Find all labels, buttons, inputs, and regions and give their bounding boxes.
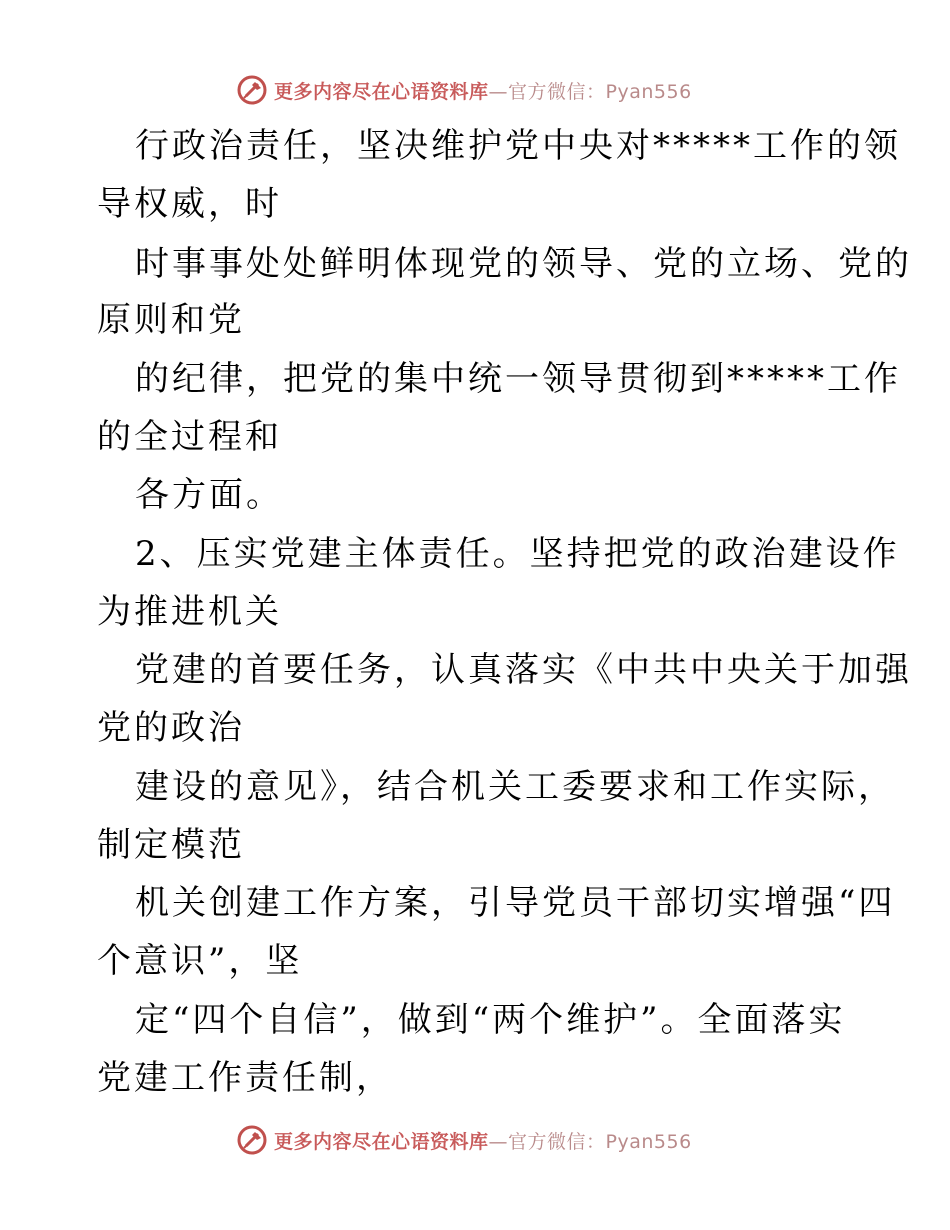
footer-contact-text: —官方微信：Pyan556 [488, 1130, 692, 1153]
body-line: 为推进机关 [97, 592, 282, 632]
body-line: 党建的首要任务，认真落实《中共中央关于加强 [135, 650, 912, 690]
body-line: 定“四个自信”，做到“两个维护”。全面落实 [135, 1000, 846, 1040]
body-line: 的全过程和 [97, 417, 282, 457]
body-line: 行政治责任，坚决维护党中央对*****工作的领 [135, 126, 901, 166]
brand-logo-icon [236, 74, 268, 106]
body-line: 建设的意见》，结合机关工委要求和工作实际， [135, 767, 895, 807]
header-contact-text: —官方微信：Pyan556 [488, 80, 692, 103]
body-line: 原则和党 [97, 300, 245, 340]
body-line: 2、压实党建主体责任。坚持把党的政治建设作 [135, 534, 900, 574]
body-line: 的纪律，把党的集中统一领导贯彻到*****工作 [135, 359, 901, 399]
body-line: 机关创建工作方案，引导党员干部切实增强“四 [135, 883, 896, 923]
body-line: 党的政治 [97, 708, 245, 748]
body-line: 党建工作责任制， [97, 1058, 393, 1098]
header-brand-text: 更多内容尽在心语资料库 [274, 80, 489, 103]
footer-banner [236, 1120, 692, 1160]
brand-logo-icon [236, 1124, 268, 1156]
body-line: 个意识”，坚 [97, 941, 303, 981]
body-line: 各方面。 [135, 475, 283, 515]
body-line: 导权威，时 [97, 184, 282, 224]
footer-brand-text: 更多内容尽在心语资料库 [274, 1130, 489, 1153]
header-banner [236, 70, 692, 110]
body-line: 时事事处处鲜明体现党的领导、党的立场、党的 [135, 244, 912, 284]
body-line: 制定模范 [97, 825, 245, 865]
